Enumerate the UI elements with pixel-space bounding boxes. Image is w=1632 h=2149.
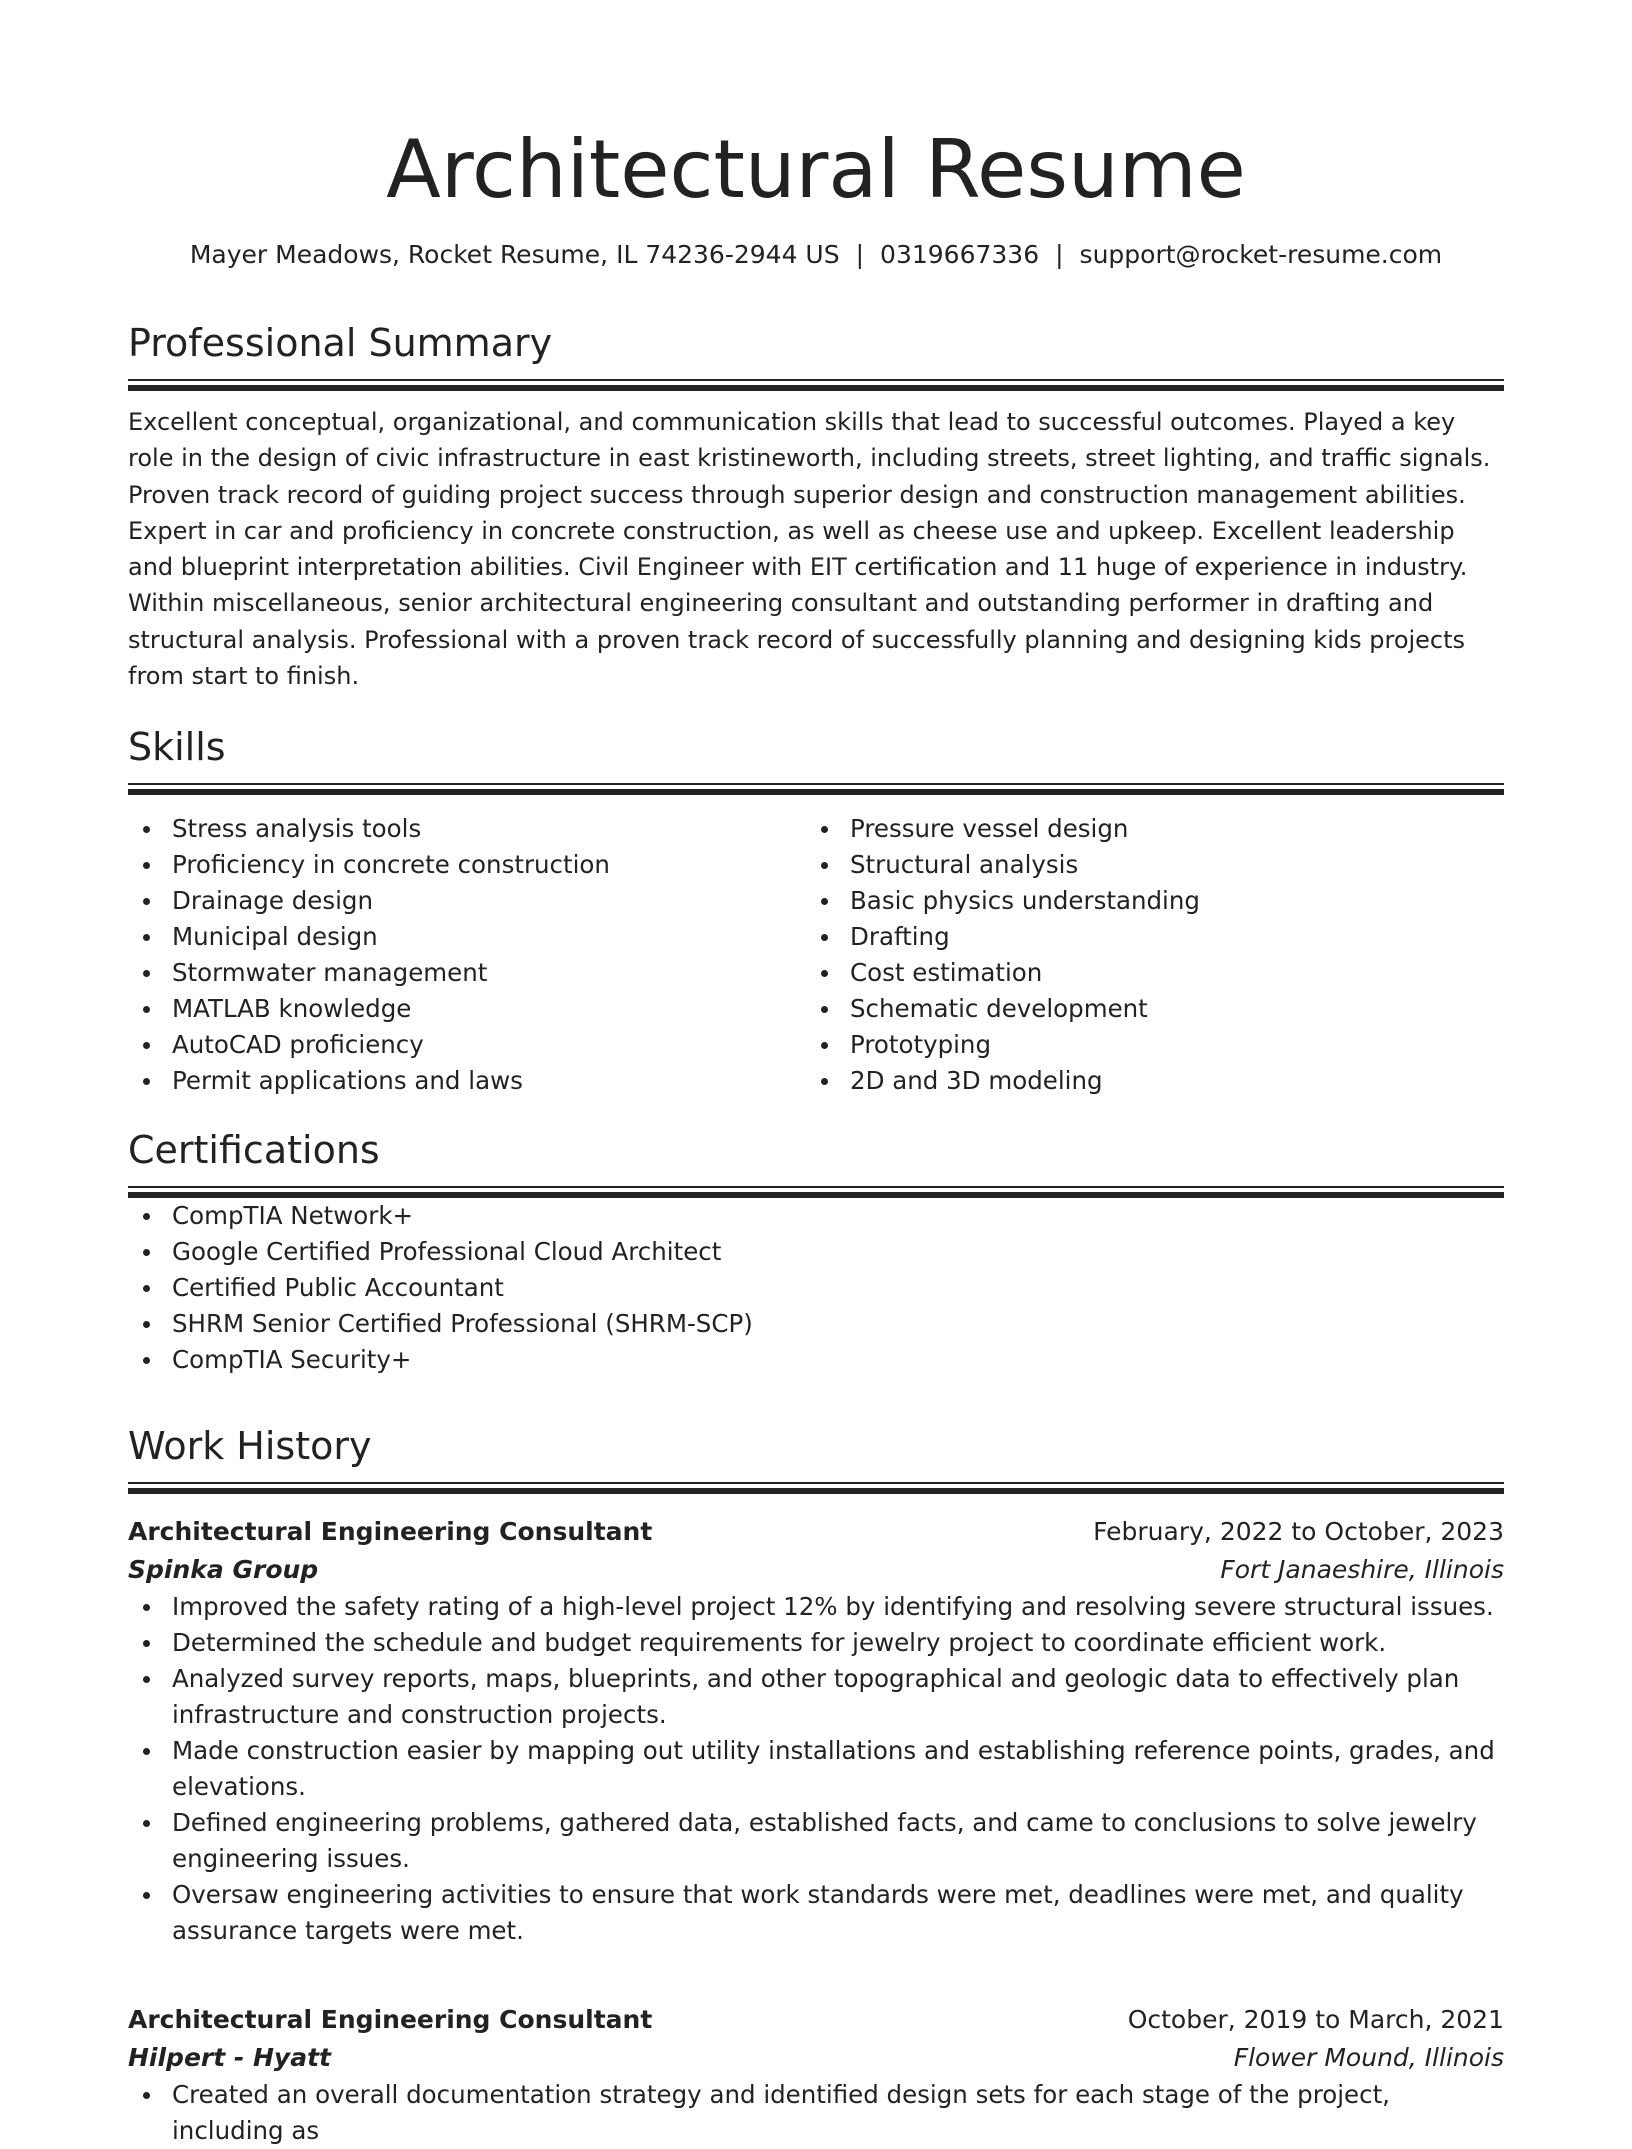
contact-phone: 0319667336 [880, 240, 1040, 269]
contact-line [128, 236, 1504, 274]
certifications-list [128, 1198, 1504, 1378]
list-item: Analyzed survey reports, maps, blueprints, and other topographical and geologic data to effectively plan infrastructure and construction projects. [172, 1661, 1504, 1733]
summary-section [128, 318, 1504, 694]
list-item: Basic physics understanding [850, 883, 1484, 919]
job-duties-list [128, 2077, 1504, 2149]
job-location: Fort Janaeshire, Illinois [1220, 1555, 1504, 1584]
list-item: Created an overall documentation strategy and identified design sets for each stage of the project, including as [172, 2077, 1504, 2149]
list-item: Stormwater management [172, 955, 806, 991]
skills-column-left [128, 811, 806, 1099]
job-title: Architectural Engineering Consultant [128, 2005, 653, 2034]
list-item: Pressure vessel design [850, 811, 1484, 847]
list-item: AutoCAD proficiency [172, 1027, 806, 1063]
list-item: Municipal design [172, 919, 806, 955]
section-heading: Skills [128, 725, 226, 769]
list-item: Google Certified Professional Cloud Architect [172, 1234, 1504, 1270]
skills-list-right [806, 811, 1484, 1099]
section-divider [128, 379, 1504, 391]
section-heading: Professional Summary [128, 321, 553, 365]
list-item: Permit applications and laws [172, 1063, 806, 1099]
skills-list-left [128, 811, 806, 1099]
skills-columns [128, 811, 1504, 1099]
job-company-row [128, 1551, 1504, 1589]
resume-title: Architectural Resume [386, 123, 1246, 216]
contact-separator: | [1055, 240, 1064, 269]
list-item: Cost estimation [850, 955, 1484, 991]
list-item: Proficiency in concrete construction [172, 847, 806, 883]
list-item: Structural analysis [850, 847, 1484, 883]
list-item: Schematic development [850, 991, 1484, 1027]
job-company: Hilpert - Hyatt [128, 2043, 331, 2072]
list-item: Drafting [850, 919, 1484, 955]
list-item: CompTIA Network+ [172, 1198, 1504, 1234]
job-entry [128, 2001, 1504, 2149]
list-item: Certified Public Accountant [172, 1270, 1504, 1306]
job-header-row [128, 2001, 1504, 2039]
contact-email[interactable]: support@rocket-resume.com [1079, 240, 1443, 269]
list-item: Oversaw engineering activities to ensure that work standards were met, deadlines were met, and quality assurance targets were met. [172, 1877, 1504, 1949]
list-item: Improved the safety rating of a high-level project 12% by identifying and resolving severe structural issues. [172, 1589, 1504, 1625]
section-divider [128, 1186, 1504, 1198]
list-item: SHRM Senior Certified Professional (SHRM-SCP) [172, 1306, 1504, 1342]
certifications-section [128, 1125, 1504, 1378]
job-company: Spinka Group [128, 1555, 319, 1584]
section-divider [128, 783, 1504, 795]
skills-section [128, 722, 1504, 1099]
job-header-row [128, 1513, 1504, 1551]
summary-text: Excellent conceptual, organizational, and communication skills that lead to successful outcomes. Played a key role in the design of civic infrastructure in east kristineworth, including streets, street lighting, and traffic signals. Proven track record of guiding project success through superior design and construction management abilities. Expert in car and proficiency in concrete construction, as well as cheese use and upkeep. Excellent leadership and blueprint interpretation abilities. Civil Engineer with EIT certification and 11 huge of experience in industry. Within miscellaneous, senior architectural engineering consultant and outstanding performer in drafting and structural analysis. Professional with a proven track record of successfully planning and designing kids projects from start to finish. [128, 408, 1491, 691]
job-dates: October, 2019 to March, 2021 [1127, 2005, 1504, 2034]
work-history-section [128, 1421, 1504, 1494]
section-heading: Work History [128, 1424, 372, 1468]
job-dates: February, 2022 to October, 2023 [1093, 1517, 1504, 1546]
list-item: Determined the schedule and budget requirements for jewelry project to coordinate efficient work. [172, 1625, 1504, 1661]
job-duties-list [128, 1589, 1504, 1949]
list-item: Defined engineering problems, gathered data, established facts, and came to conclusions to solve jewelry engineering issues. [172, 1805, 1504, 1877]
list-item: Made construction easier by mapping out utility installations and establishing reference points, grades, and elevations. [172, 1733, 1504, 1805]
list-item: MATLAB knowledge [172, 991, 806, 1027]
skills-column-right [806, 811, 1484, 1099]
list-item: Drainage design [172, 883, 806, 919]
section-heading: Certifications [128, 1128, 380, 1172]
job-title: Architectural Engineering Consultant [128, 1517, 653, 1546]
job-entry [128, 1513, 1504, 1949]
job-company-row [128, 2039, 1504, 2077]
section-divider [128, 1482, 1504, 1494]
list-item: Prototyping [850, 1027, 1484, 1063]
list-item: CompTIA Security+ [172, 1342, 1504, 1378]
contact-address: Mayer Meadows, Rocket Resume, IL 74236-2944 US [189, 240, 840, 269]
list-item: 2D and 3D modeling [850, 1063, 1484, 1099]
job-location: Flower Mound, Illinois [1233, 2043, 1504, 2072]
contact-separator: | [855, 240, 865, 269]
list-item: Stress analysis tools [172, 811, 806, 847]
